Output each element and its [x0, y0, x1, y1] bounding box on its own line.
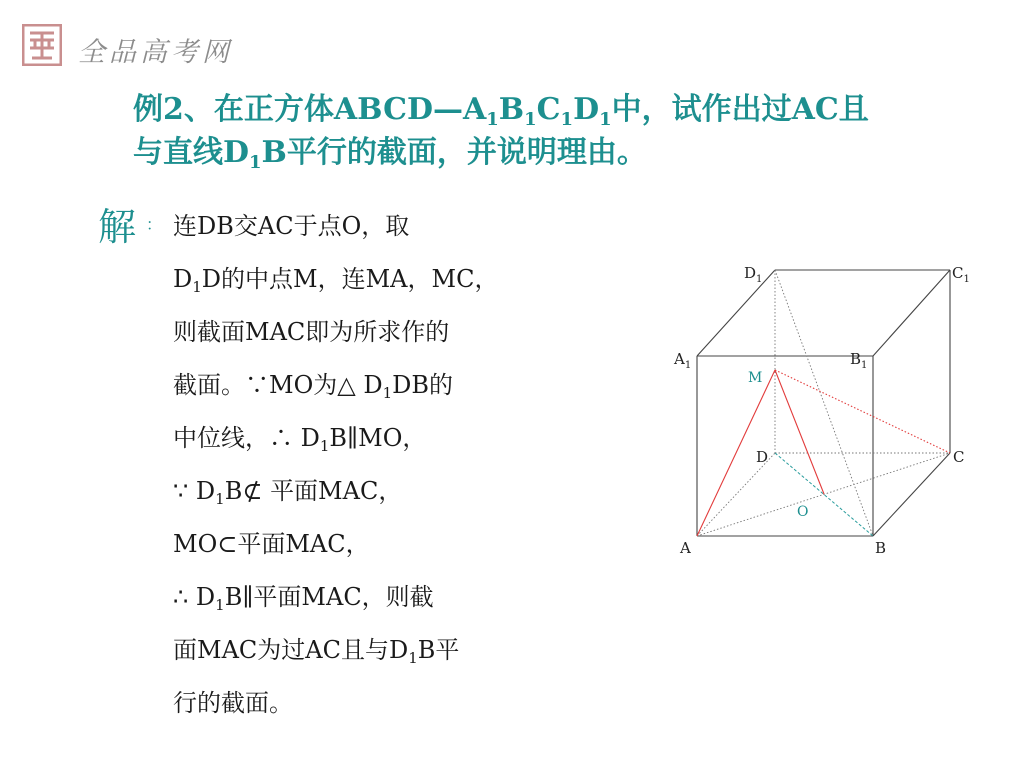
solution-label-colon: ：: [146, 215, 163, 234]
edge-B1C1: [873, 270, 950, 356]
label-B: B: [875, 539, 887, 557]
segment-MC: [775, 370, 950, 453]
label-A1: $A_1$: [674, 350, 692, 371]
segment-D1B: [775, 270, 873, 536]
solution-line-6: ∵ $D_1B⊄$ 平面MAC，: [173, 477, 403, 508]
problem-statement: [133, 88, 953, 174]
seal-logo-icon: [22, 24, 62, 66]
solution-label: 解: [98, 205, 137, 249]
solution-line-9: 面MAC为过AC且与$D_1B$平: [173, 636, 460, 667]
solution-line-4: 截面。∵MO为△ $D_1DB$的: [173, 371, 454, 402]
problem-line-1: 例2、在正方体$ABCD—A_1B_1C_1D_1$中，试作出过AC且: [133, 92, 869, 130]
segment-MO: [775, 370, 824, 494]
edge-A1D1: [697, 270, 775, 356]
solution-line-7: MO⊂平面MAC，: [173, 530, 370, 558]
solution-line-3: 则截面MAC即为所求作的: [173, 318, 450, 346]
label-D1: $D_1$: [744, 264, 763, 285]
label-D: D: [756, 448, 769, 466]
cube-diagram: [668, 258, 988, 568]
solution-line-10: 行的截面。: [173, 689, 293, 717]
solution-line-5: 中位线，∴ $D_1B\parallel MO$，: [173, 424, 427, 455]
label-O: O: [797, 504, 809, 520]
site-logo-text: 全品高考网: [78, 37, 233, 68]
solution-line-1: 连DB交AC于点O，取: [173, 212, 410, 240]
edge-BC: [873, 453, 950, 536]
solution-text: [173, 200, 613, 730]
label-M: M: [748, 370, 763, 386]
label-C1: $C_1$: [952, 264, 970, 285]
label-A: A: [680, 539, 691, 557]
solution-line-2: $D_1D$的中点M，连MA，MC，: [173, 265, 499, 296]
solution-line-8: ∴ $D_1B\parallel$平面MAC，则截: [173, 583, 434, 614]
label-C: C: [953, 448, 965, 466]
problem-line-2: 与直线$D_1B$平行的截面，并说明理由。: [133, 135, 647, 173]
label-B1: $B_1$: [850, 350, 868, 371]
